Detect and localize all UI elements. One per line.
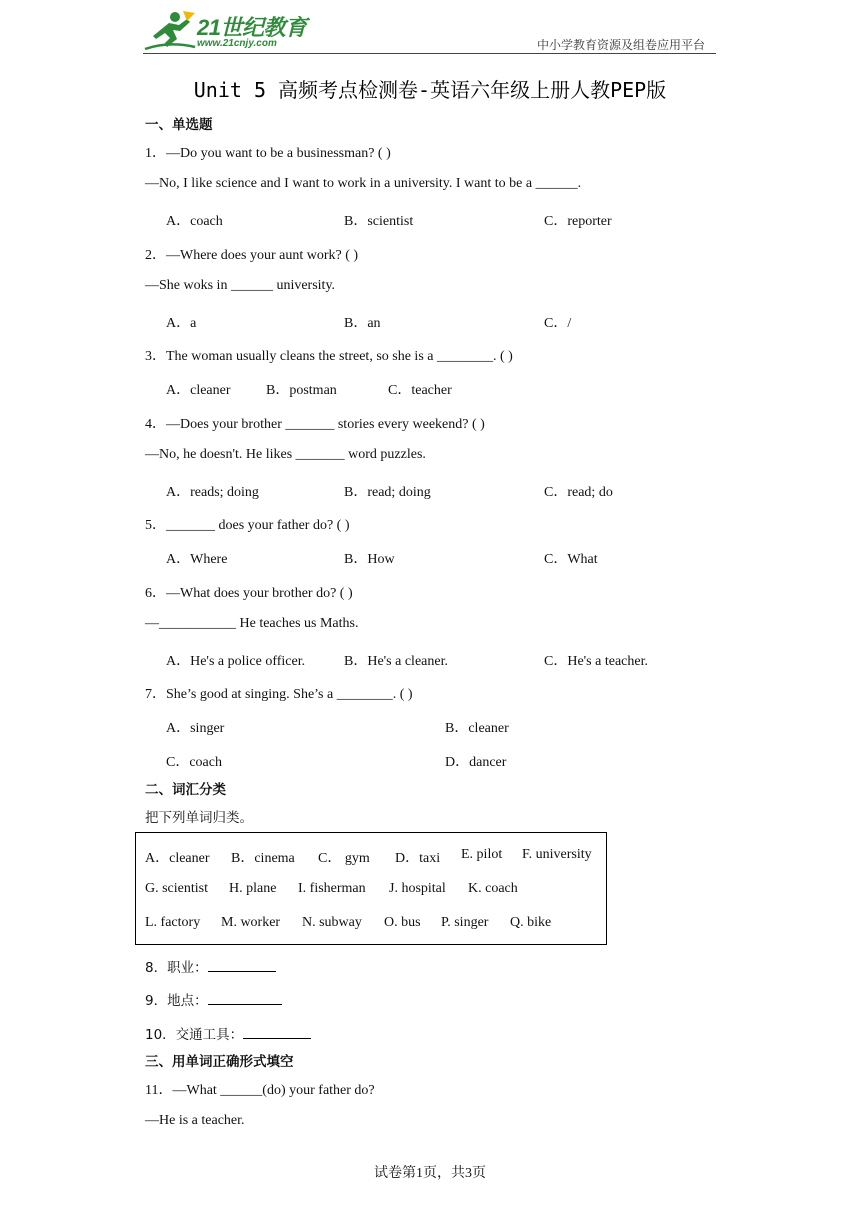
q9-label: 9．地点： — [145, 993, 208, 1009]
q2-option-c: C．/ — [544, 316, 572, 331]
logo — [143, 9, 313, 53]
q2-option-b: B．an — [344, 316, 381, 331]
q4-option-c: C．read; do — [544, 485, 613, 500]
section-heading-1: 一、单选题 — [145, 117, 213, 133]
q7-stem: 7．She’s good at singing. She’s a ________. ( ) — [145, 687, 413, 702]
logo-text: 21世纪教育 — [197, 15, 307, 40]
word-item: F. university — [522, 847, 592, 862]
q4-line2: —No, he doesn't. He likes _______ word puzzles. — [145, 447, 426, 462]
q1-line2: —No, I like science and I want to work in a university. I want to be a ______. — [145, 176, 582, 191]
q1-stem: 1．—Do you want to be a businessman? ( ) — [145, 146, 391, 161]
q6-option-a: A．He's a police officer. — [166, 654, 306, 669]
q4-option-a: A．reads; doing — [166, 485, 259, 500]
q7-option-c: C．coach — [166, 755, 222, 770]
page-footer: 试卷第1页，共3页 — [374, 1166, 486, 1181]
q10-label: 10．交通工具： — [145, 1027, 244, 1043]
word-item: J. hospital — [389, 881, 446, 896]
word-item: L. factory — [145, 915, 201, 930]
q3-stem: 3．The woman usually cleans the street, so she is a ________. ( ) — [145, 349, 513, 364]
word-item: D．taxi — [395, 851, 441, 866]
word-item: I. fisherman — [298, 881, 366, 896]
word-item: A．cleaner — [145, 851, 210, 866]
word-item: B．cinema — [231, 851, 295, 866]
q2-option-a: A．a — [166, 316, 197, 331]
q8-label: 8．职业： — [145, 960, 208, 976]
word-item: Q. bike — [510, 915, 552, 930]
q1-option-b: B．scientist — [344, 214, 414, 229]
q3-option-b: B．postman — [266, 383, 337, 398]
q5-option-b: B．How — [344, 552, 395, 567]
q5-option-c: C．What — [544, 552, 598, 567]
word-item: O. bus — [384, 915, 421, 930]
word-item: N. subway — [302, 915, 362, 930]
header-divider — [143, 53, 716, 54]
section-heading-3: 三、用单词正确形式填空 — [145, 1054, 294, 1070]
q7-option-a: A．singer — [166, 721, 225, 736]
page-title: Unit 5 高频考点检测卷-英语六年级上册人教PEP版 — [193, 78, 667, 102]
word-item: C． gym — [318, 851, 370, 866]
q4-stem: 4．—Does your brother _______ stories every weekend? ( ) — [145, 417, 485, 432]
q3-option-a: A．cleaner — [166, 383, 231, 398]
logo-url: www.21cnjy.com — [197, 38, 277, 49]
word-item: M. worker — [221, 915, 281, 930]
q7-option-d: D．dancer — [445, 755, 507, 770]
q6-option-b: B．He's a cleaner. — [344, 654, 448, 669]
q5-option-a: A．Where — [166, 552, 228, 567]
q7-option-b: B．cleaner — [445, 721, 509, 736]
q9-answer-blank[interactable] — [208, 992, 282, 1005]
q6-option-c: C．He's a teacher. — [544, 654, 648, 669]
q10-answer-blank[interactable] — [243, 1026, 311, 1039]
q3-option-c: C．teacher — [388, 383, 452, 398]
q1-option-a: A．coach — [166, 214, 223, 229]
section-heading-2: 二、词汇分类 — [145, 782, 226, 798]
q8-answer-blank[interactable] — [208, 959, 276, 972]
platform-name: 中小学教育资源及组卷应用平台 — [536, 38, 705, 52]
q11-line2: —He is a teacher. — [145, 1113, 245, 1128]
word-item: G. scientist — [145, 881, 208, 896]
q1-option-c: C．reporter — [544, 214, 612, 229]
word-item: K. coach — [468, 881, 518, 896]
q6-line2: —___________ He teaches us Maths. — [145, 616, 359, 631]
word-item: E. pilot — [461, 847, 503, 862]
q5-stem: 5．_______ does your father do? ( ) — [145, 518, 350, 533]
word-item: H. plane — [229, 881, 277, 896]
q2-line2: —She woks in ______ university. — [145, 278, 336, 293]
q6-stem: 6．—What does your brother do? ( ) — [145, 586, 353, 601]
q4-option-b: B．read; doing — [344, 485, 431, 500]
runner-logo-icon — [143, 9, 197, 53]
q11-stem: 11．—What ______(do) your father do? — [145, 1083, 375, 1098]
section2-instruction: 把下列单词归类。 — [145, 810, 253, 826]
word-item: P. singer — [441, 915, 489, 930]
q2-stem: 2．—Where does your aunt work? ( ) — [145, 248, 359, 263]
